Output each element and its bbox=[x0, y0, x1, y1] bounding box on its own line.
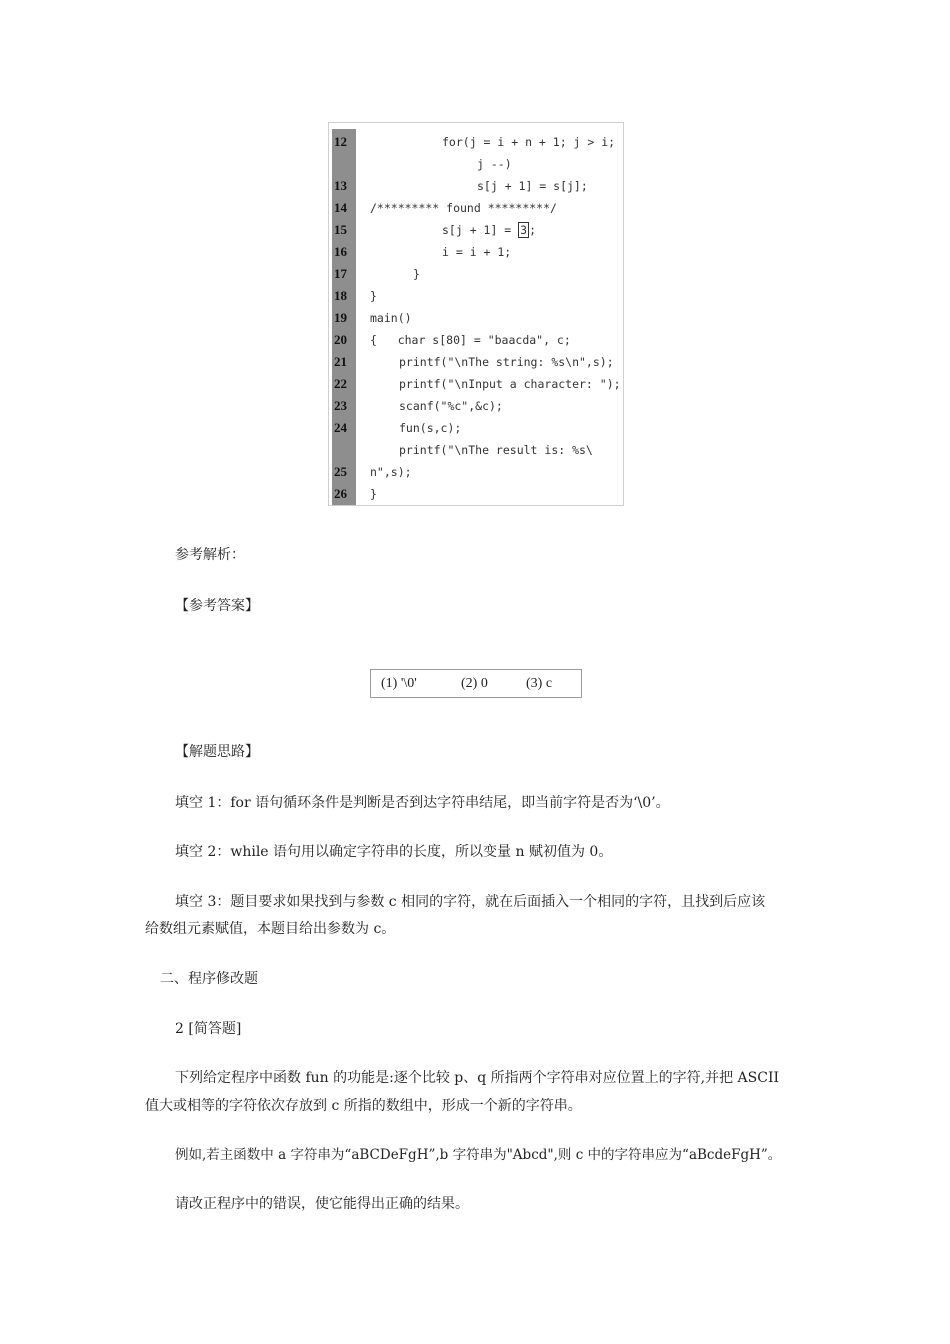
code-text: printf("\nInput a character: "); bbox=[399, 377, 621, 391]
code-line bbox=[329, 331, 623, 351]
code-line bbox=[329, 243, 623, 263]
code-line bbox=[329, 485, 623, 505]
line-number: 18 bbox=[334, 288, 347, 303]
code-line bbox=[329, 375, 623, 395]
fill-explanation-2: 填空 2：while 语句用以确定字符串的长度，所以变量 n 赋初值为 0。 bbox=[175, 844, 613, 860]
question-instruction: 请改正程序中的错误，使它能得出正确的结果。 bbox=[175, 1196, 469, 1212]
blank-box: 3 bbox=[520, 223, 528, 237]
line-number: 20 bbox=[334, 332, 347, 347]
line-number: 25 bbox=[334, 464, 347, 479]
thinking-heading: 【解题思路】 bbox=[175, 744, 259, 760]
code-line bbox=[329, 419, 623, 439]
line-number: 15 bbox=[334, 222, 347, 237]
line-number: 16 bbox=[334, 244, 347, 259]
code-text: /********* found *********/ bbox=[370, 201, 557, 215]
code-text: scanf("%c",&c); bbox=[399, 399, 503, 413]
line-number: 21 bbox=[334, 354, 347, 369]
code-text: { char s[80] = "baacda", c; bbox=[370, 333, 571, 347]
answer-box bbox=[370, 669, 582, 698]
line-number: 19 bbox=[334, 310, 347, 325]
code-text: for(j = i + n + 1; j > i; bbox=[442, 135, 616, 149]
code-figure bbox=[328, 122, 624, 506]
code-text: printf("\nThe result is: %s\ bbox=[399, 443, 593, 457]
line-number: 14 bbox=[334, 200, 347, 215]
code-line bbox=[329, 155, 623, 175]
line-number: 26 bbox=[334, 486, 347, 501]
code-line bbox=[329, 287, 623, 307]
code-text: n",s); bbox=[370, 465, 412, 479]
code-line bbox=[329, 309, 623, 329]
line-number: 17 bbox=[334, 266, 347, 281]
code-line bbox=[329, 353, 623, 373]
code-line bbox=[329, 177, 623, 197]
question-description-line2: 值大或相等的字符依次存放到 c 所指的数组中，形成一个新的字符串。 bbox=[145, 1098, 582, 1114]
section-title: 二、程序修改题 bbox=[160, 971, 258, 987]
analysis-label: 参考解析： bbox=[175, 547, 245, 563]
fill-explanation-3-line1: 填空 3：题目要求如果找到与参数 c 相同的字符，就在后面插入一个相同的字符，且找到后应该 bbox=[175, 894, 766, 910]
code-text: } bbox=[370, 289, 377, 303]
code-line bbox=[329, 133, 623, 153]
code-text: fun(s,c); bbox=[399, 421, 462, 435]
line-number: 12 bbox=[334, 134, 347, 149]
code-text: i = i + 1; bbox=[442, 245, 512, 259]
code-line bbox=[329, 265, 623, 285]
code-text: printf("\nThe string: %s\n",s); bbox=[399, 355, 614, 369]
line-number: 13 bbox=[334, 178, 347, 193]
question-number: 2 [简答题] bbox=[175, 1021, 242, 1037]
code-text: main() bbox=[370, 311, 412, 325]
line-number: 22 bbox=[334, 376, 347, 391]
code-text: s[j + 1] = s[j]; bbox=[477, 179, 588, 193]
code-text: s[j + 1] = 3 ; bbox=[442, 223, 537, 237]
code-text: } bbox=[370, 487, 377, 501]
line-number: 23 bbox=[334, 398, 347, 413]
question-description-line1: 下列给定程序中函数 fun 的功能是:逐个比较 p、q 所指两个字符串对应位置上的字符,并把 ASCII bbox=[175, 1070, 780, 1086]
question-example: 例如,若主函数中 a 字符串为“aBCDeFgH”,b 字符串为"Abcd",则 c 中的字符串应为“aBcdeFgH”。 bbox=[175, 1147, 782, 1163]
answer-heading: 【参考答案】 bbox=[175, 598, 259, 614]
code-line bbox=[329, 221, 623, 241]
fill-explanation-1: 填空 1：for 语句循环条件是判断是否到达字符串结尾，即当前字符是否为‘\0’。 bbox=[175, 795, 670, 811]
code-line bbox=[329, 463, 623, 483]
code-text: j --) bbox=[477, 157, 512, 171]
code-line bbox=[329, 441, 623, 461]
fill-explanation-3-line2: 给数组元素赋值，本题目给出参数为 c。 bbox=[145, 921, 396, 937]
code-text: } bbox=[413, 267, 420, 281]
answer-3: (3) c bbox=[526, 676, 553, 691]
answer-2: (2) 0 bbox=[461, 676, 488, 691]
code-line bbox=[329, 199, 623, 219]
answer-1: (1) '\0' bbox=[381, 676, 417, 691]
code-line bbox=[329, 397, 623, 417]
line-number: 24 bbox=[334, 420, 347, 435]
